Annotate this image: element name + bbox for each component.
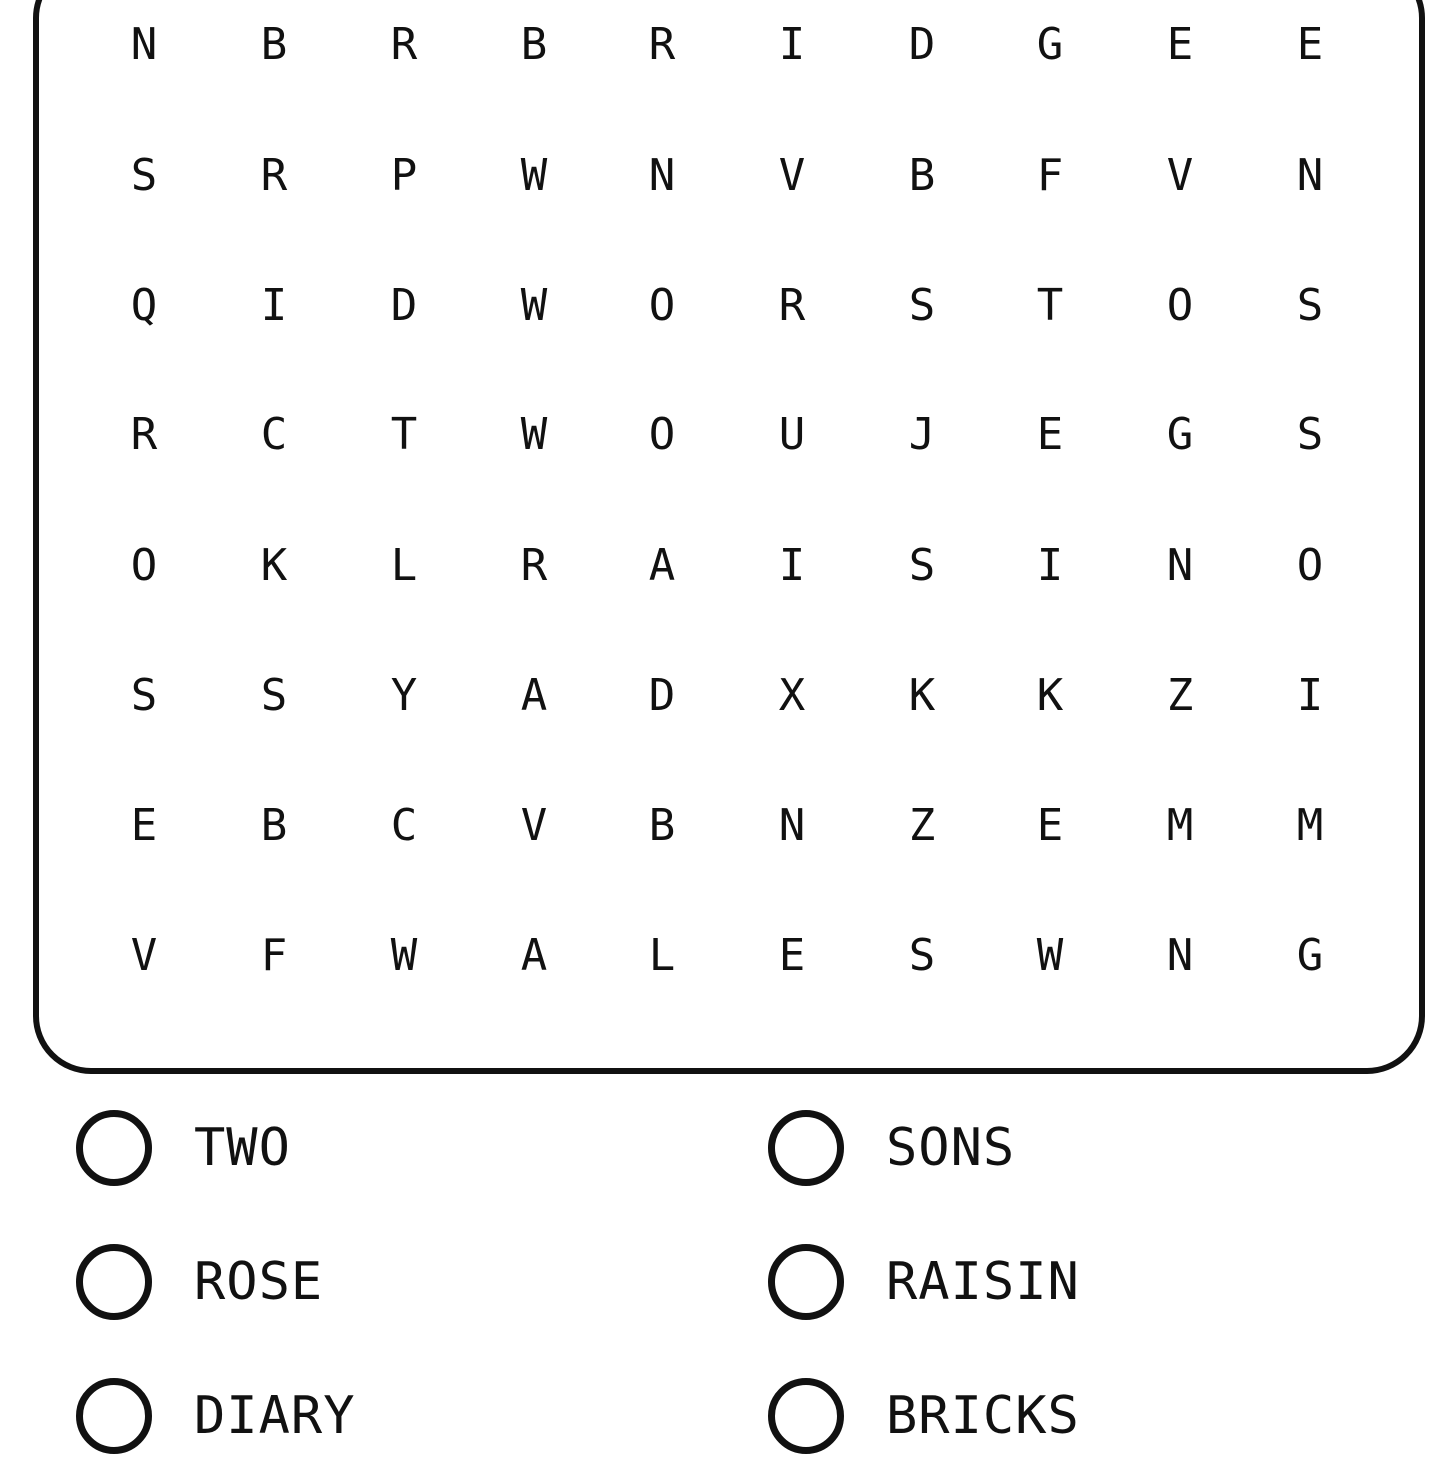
grid-cell[interactable]: D [648,670,676,721]
grid-cell[interactable]: M [1166,800,1194,851]
grid-cell[interactable]: R [390,19,418,70]
grid-cell[interactable]: E [778,930,806,981]
grid-cell[interactable]: G [1166,409,1194,460]
grid-cell[interactable]: B [260,19,288,70]
grid-cell[interactable]: B [908,150,936,201]
grid-cell[interactable]: A [520,930,548,981]
grid-cell[interactable]: C [260,409,288,460]
grid-cell[interactable]: S [908,540,936,591]
word-label: ROSE [194,1252,324,1312]
grid-cell[interactable]: A [648,540,676,591]
grid-cell[interactable]: V [520,800,548,851]
grid-cell[interactable]: I [778,19,806,70]
grid-cell[interactable]: N [778,800,806,851]
grid-cell[interactable]: D [908,19,936,70]
grid-cell[interactable]: O [1166,280,1194,331]
grid-cell[interactable]: S [1296,280,1324,331]
grid-cell[interactable]: G [1296,930,1324,981]
grid-cell[interactable]: L [390,540,418,591]
checkbox-circle-icon[interactable] [76,1378,152,1454]
grid-cell[interactable]: O [1296,540,1324,591]
grid-cell[interactable]: W [520,409,548,460]
grid-cell[interactable]: W [520,280,548,331]
grid-cell[interactable]: N [1296,150,1324,201]
grid-cell[interactable]: Q [130,280,158,331]
word-item-diary[interactable] [76,1371,356,1461]
word-item-sons[interactable] [768,1103,1015,1193]
grid-cell[interactable]: K [260,540,288,591]
checkbox-circle-icon[interactable] [768,1378,844,1454]
word-item-bricks[interactable] [768,1371,1080,1461]
grid-cell[interactable]: E [1166,19,1194,70]
grid-cell[interactable]: N [648,150,676,201]
grid-cell[interactable]: F [260,930,288,981]
grid-cell[interactable]: S [908,280,936,331]
grid-cell[interactable]: S [908,930,936,981]
grid-cell[interactable]: W [390,930,418,981]
word-label: TWO [194,1118,291,1178]
grid-cell[interactable]: B [648,800,676,851]
grid-cell[interactable]: T [1036,280,1064,331]
grid-cell[interactable]: S [130,670,158,721]
grid-cell[interactable]: I [260,280,288,331]
grid-cell[interactable]: G [1036,19,1064,70]
grid-cell[interactable]: B [520,19,548,70]
word-item-rose[interactable] [76,1237,323,1327]
grid-cell[interactable]: Z [908,800,936,851]
grid-cell[interactable]: V [130,930,158,981]
grid-cell[interactable]: K [1036,670,1064,721]
grid-cell[interactable]: V [778,150,806,201]
grid-cell[interactable]: N [1166,930,1194,981]
grid-cell[interactable]: P [390,150,418,201]
grid-cell[interactable]: D [390,280,418,331]
grid-cell[interactable]: X [778,670,806,721]
grid-cell[interactable]: I [778,540,806,591]
grid-cell[interactable]: N [1166,540,1194,591]
checkbox-circle-icon[interactable] [76,1244,152,1320]
grid-cell[interactable]: Y [390,670,418,721]
grid-cell[interactable]: R [520,540,548,591]
grid-cell[interactable]: E [1296,19,1324,70]
word-label: BRICKS [886,1386,1080,1446]
grid-cell[interactable]: E [1036,800,1064,851]
grid-cell[interactable]: T [390,409,418,460]
grid-cell[interactable]: W [520,150,548,201]
grid-cell[interactable]: R [778,280,806,331]
grid-cell[interactable]: R [130,409,158,460]
grid-cell[interactable]: V [1166,150,1194,201]
word-list [0,1080,1456,1456]
grid-cell[interactable]: B [260,800,288,851]
word-label: DIARY [194,1386,356,1446]
grid-cell[interactable]: E [130,800,158,851]
grid-cell[interactable]: E [1036,409,1064,460]
grid-cell[interactable]: I [1036,540,1064,591]
grid-cell[interactable]: A [520,670,548,721]
grid-cell[interactable]: W [1036,930,1064,981]
grid-cell[interactable]: S [1296,409,1324,460]
grid-cell[interactable]: S [260,670,288,721]
grid-cell[interactable]: R [260,150,288,201]
checkbox-circle-icon[interactable] [768,1244,844,1320]
grid-cell[interactable]: F [1036,150,1064,201]
grid-cell[interactable]: C [390,800,418,851]
grid-cell[interactable]: O [648,280,676,331]
grid-cell[interactable]: S [130,150,158,201]
grid-cell[interactable]: N [130,19,158,70]
grid-cell[interactable]: J [908,409,936,460]
grid-cell[interactable]: U [778,409,806,460]
checkbox-circle-icon[interactable] [768,1110,844,1186]
grid-cell[interactable]: O [648,409,676,460]
grid-cell[interactable]: L [648,930,676,981]
grid-cell[interactable]: R [648,19,676,70]
grid-cell[interactable]: O [130,540,158,591]
word-item-two[interactable] [76,1103,291,1193]
grid-cell[interactable]: K [908,670,936,721]
word-label: SONS [886,1118,1016,1178]
grid-cell[interactable]: I [1296,670,1324,721]
word-item-raisin[interactable] [768,1237,1080,1327]
grid-cell[interactable]: M [1296,800,1324,851]
checkbox-circle-icon[interactable] [76,1110,152,1186]
grid-cell[interactable]: Z [1166,670,1194,721]
word-label: RAISIN [886,1252,1080,1312]
